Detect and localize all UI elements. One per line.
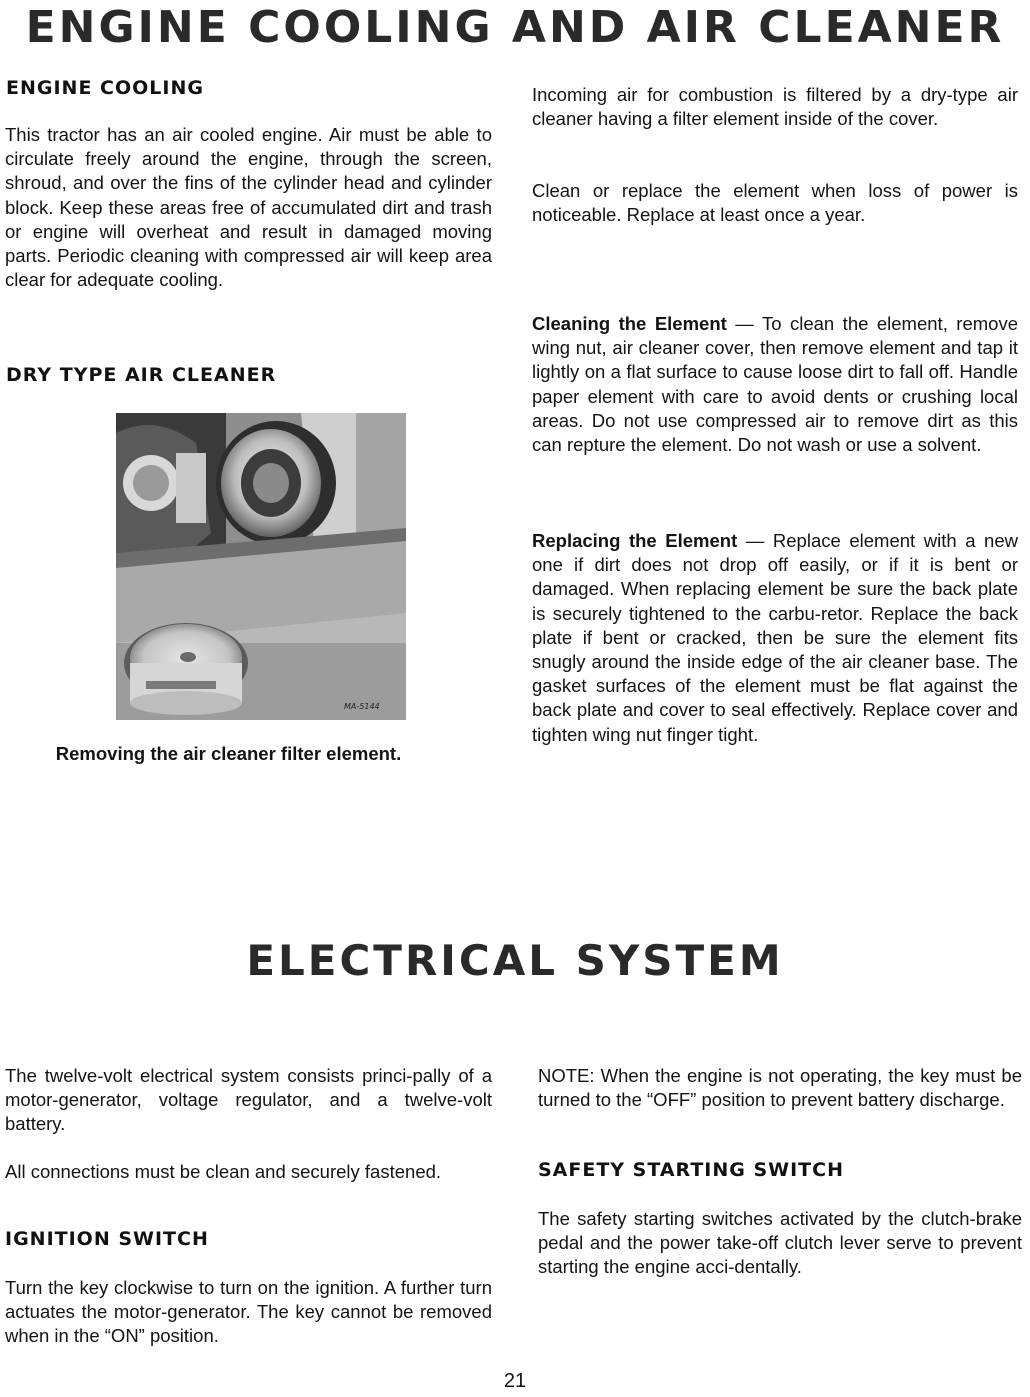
electrical-system-title: ELECTRICAL SYSTEM — [246, 936, 784, 985]
air-cleaner-photo — [116, 413, 406, 720]
page-title: ENGINE COOLING AND AIR CLEANER — [25, 2, 1005, 53]
safety-switch-heading: SAFETY STARTING SWITCH — [538, 1159, 844, 1181]
electrical-intro-text: The twelve-volt electrical system consists princi-pally of a motor-generator, voltage regulator, and a twelve-volt battery. — [5, 1065, 492, 1135]
replace-interval-text: Clean or replace the element when loss of power is noticeable. Replace at least once a year. — [532, 180, 1018, 226]
replacing-section — [532, 529, 1018, 747]
replacing-text: — Replace element with a new one if dirt does not drop off easily, or if it is bent or damaged. When replacing element be sure the back plate is securely tightened to the carbu-retor. Replace the back plate if bent or cracked, then be sure the element fits snugly around the inside edge of the air cleaner base. The gasket surfaces of the element must be flat against the back plate and cover to seal effectively. Replace cover and tighten wing nut finger tight. — [532, 530, 1018, 745]
note-text: NOTE: When the engine is not operating, the key must be turned to the “OFF” position to prevent battery discharge. — [538, 1065, 1022, 1111]
photo-caption: Removing the air cleaner filter element. — [55, 743, 402, 764]
connections-text: All connections must be clean and securely fastened. — [5, 1161, 442, 1182]
photo-code: MA-5144 — [344, 702, 380, 711]
ignition-switch-heading: IGNITION SWITCH — [5, 1228, 209, 1250]
air-intake-text: Incoming air for combustion is filtered by a dry-type air cleaner having a filter element inside of the cover. — [532, 84, 1018, 130]
dry-type-air-cleaner-heading: DRY TYPE AIR CLEANER — [6, 364, 277, 386]
cleaning-label: Cleaning the Element — [532, 313, 727, 334]
cleaning-section — [532, 312, 1018, 457]
engine-cooling-heading: ENGINE COOLING — [6, 77, 204, 99]
safety-switch-text: The safety starting switches activated by the clutch-brake pedal and the power take-off clutch lever serve to prevent starting the engine acci-dentally. — [538, 1208, 1022, 1278]
ignition-switch-text: Turn the key clockwise to turn on the ignition. A further turn actuates the motor-generator. The key cannot be removed when in the “ON” position. — [5, 1277, 492, 1347]
replacing-label: Replacing the Element — [532, 530, 738, 551]
page-number: 21 — [503, 1370, 527, 1392]
engine-cooling-text: This tractor has an air cooled engine. Air must be able to circulate freely around the engine, through the screen, shroud, and over the fins of the cylinder head and cylinder block. Keep these areas free of accumulated dirt and trash or engine will overheat and result in damaged moving parts. Periodic cleaning with compressed air will keep area clear for adequate cooling. — [5, 124, 492, 291]
cleaning-text: — To clean the element, remove wing nut, air cleaner cover, then remove element and tap it lightly on a flat surface to cause loose dirt to fall off. Handle paper element with care to avoid dents or crushing local areas. Do not use compressed air to remove dirt as this can repture the element. Do not wash or use a solvent. — [532, 313, 1018, 456]
